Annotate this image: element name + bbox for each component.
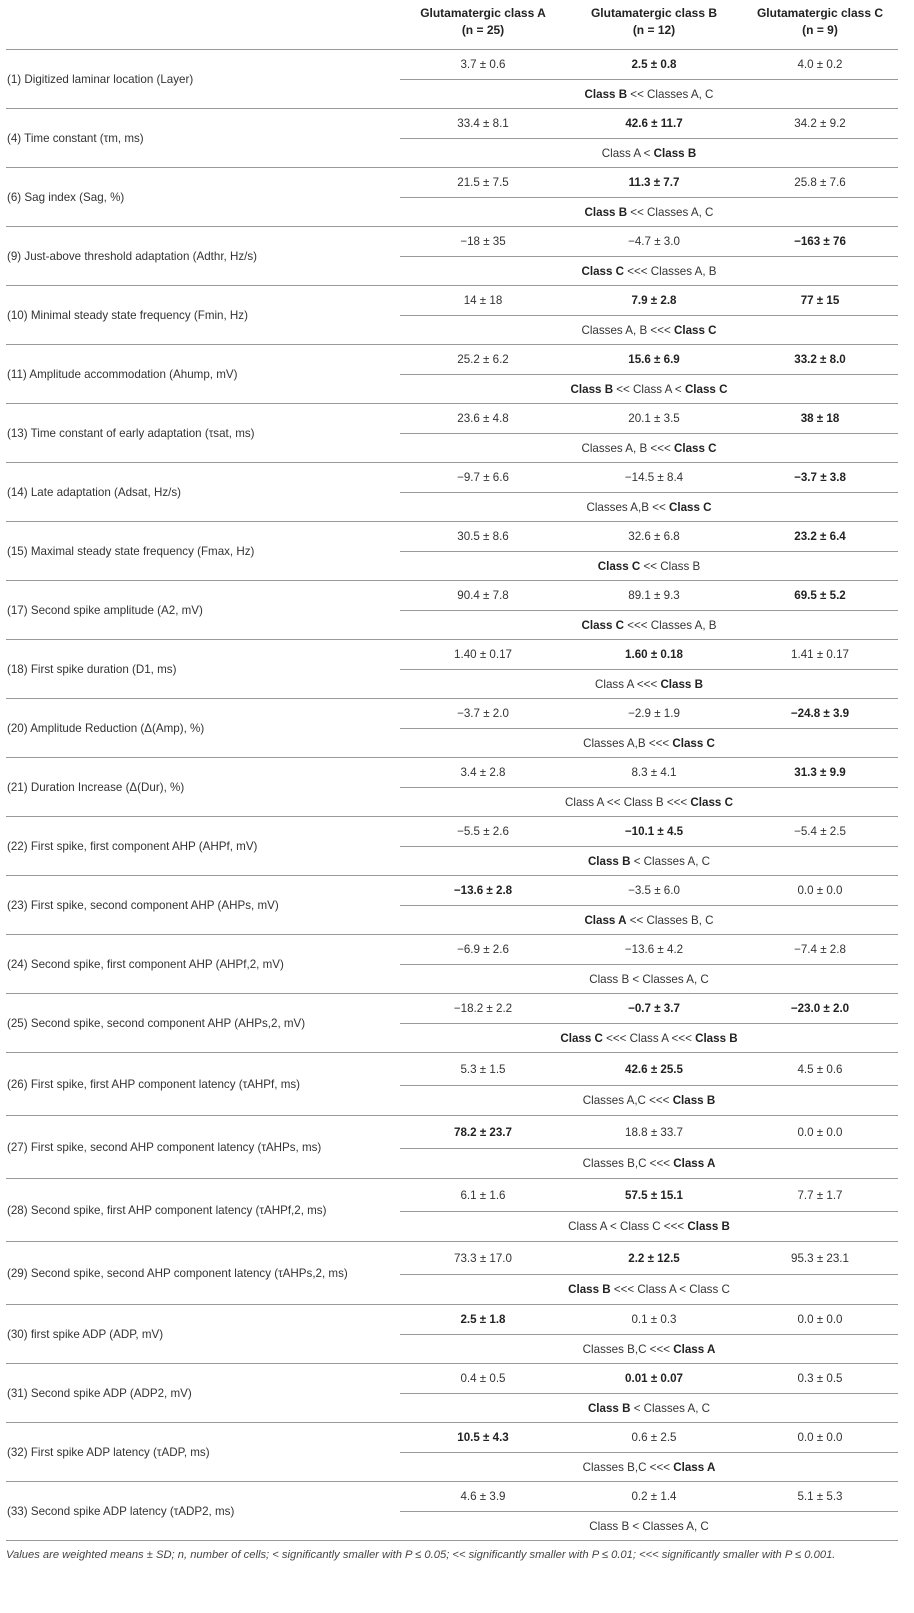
table-row (6, 876, 898, 906)
row-label: (10) Minimal steady state frequency (Fmin, Hz) (6, 286, 400, 345)
table-row (6, 1423, 898, 1453)
header-parameter (6, 0, 400, 50)
comparison-text: Class A << Class B <<< Class C (400, 788, 898, 817)
comparison-text: Class A < Class B (400, 139, 898, 168)
comparison-text: Classes A,B <<< Class C (400, 729, 898, 758)
table-row (6, 1116, 898, 1149)
value-class-c: 0.0 ± 0.0 (742, 1423, 898, 1453)
value-class-c: 4.0 ± 0.2 (742, 50, 898, 80)
value-class-a: 73.3 ± 17.0 (400, 1242, 566, 1275)
value-class-b: 11.3 ± 7.7 (566, 168, 742, 198)
comparison-text: Class B << Class A < Class C (400, 375, 898, 404)
value-class-c: 4.5 ± 0.6 (742, 1053, 898, 1086)
table-header (6, 0, 898, 50)
row-label: (25) Second spike, second component AHP (AHPs,2, mV) (6, 994, 400, 1053)
value-class-b: −13.6 ± 4.2 (566, 935, 742, 965)
comparison-text: Classes A, B <<< Class C (400, 434, 898, 463)
comparison-text: Class B < Classes A, C (400, 965, 898, 994)
row-label: (15) Maximal steady state frequency (Fmax, Hz) (6, 522, 400, 581)
value-class-c: 33.2 ± 8.0 (742, 345, 898, 375)
value-class-a: 1.40 ± 0.17 (400, 640, 566, 670)
comparison-text: Classes B,C <<< Class A (400, 1149, 898, 1179)
table-row (6, 463, 898, 493)
value-class-a: 0.4 ± 0.5 (400, 1364, 566, 1394)
header-class-c (742, 0, 898, 50)
row-label: (9) Just-above threshold adaptation (Adthr, Hz/s) (6, 227, 400, 286)
value-class-c: −23.0 ± 2.0 (742, 994, 898, 1024)
header-class-b (566, 0, 742, 50)
row-label: (33) Second spike ADP latency (τADP2, ms) (6, 1482, 400, 1541)
row-label: (1) Digitized laminar location (Layer) (6, 50, 400, 109)
value-class-c: 0.3 ± 0.5 (742, 1364, 898, 1394)
value-class-b: −2.9 ± 1.9 (566, 699, 742, 729)
value-class-c: 5.1 ± 5.3 (742, 1482, 898, 1512)
value-class-c: 77 ± 15 (742, 286, 898, 316)
value-class-a: 10.5 ± 4.3 (400, 1423, 566, 1453)
row-label: (13) Time constant of early adaptation (τsat, ms) (6, 404, 400, 463)
value-class-a: 3.7 ± 0.6 (400, 50, 566, 80)
value-class-a: 5.3 ± 1.5 (400, 1053, 566, 1086)
value-class-b: 0.2 ± 1.4 (566, 1482, 742, 1512)
value-class-b: 89.1 ± 9.3 (566, 581, 742, 611)
table-row (6, 109, 898, 139)
value-class-a: −18.2 ± 2.2 (400, 994, 566, 1024)
row-label: (24) Second spike, first component AHP (AHPf,2, mV) (6, 935, 400, 994)
value-class-c: 25.8 ± 7.6 (742, 168, 898, 198)
table-row (6, 168, 898, 198)
table-row (6, 994, 898, 1024)
comparison-text: Classes B,C <<< Class A (400, 1453, 898, 1482)
header-class-a-n: (n = 25) (461, 23, 505, 37)
comparison-text: Class A <<< Class B (400, 670, 898, 699)
value-class-b: 20.1 ± 3.5 (566, 404, 742, 434)
table-row (6, 640, 898, 670)
table-row (6, 758, 898, 788)
value-class-b: 42.6 ± 25.5 (566, 1053, 742, 1086)
row-label: (28) Second spike, first AHP component latency (τAHPf,2, ms) (6, 1179, 400, 1242)
table-row (6, 581, 898, 611)
comparison-text: Classes A,B << Class C (400, 493, 898, 522)
comparison-text: Class A << Classes B, C (400, 906, 898, 935)
value-class-b: 57.5 ± 15.1 (566, 1179, 742, 1212)
value-class-c: −5.4 ± 2.5 (742, 817, 898, 847)
value-class-b: −10.1 ± 4.5 (566, 817, 742, 847)
row-label: (11) Amplitude accommodation (Ahump, mV) (6, 345, 400, 404)
table-row (6, 1179, 898, 1212)
value-class-b: −3.5 ± 6.0 (566, 876, 742, 906)
comparison-text: Class B <<< Class A < Class C (400, 1275, 898, 1305)
header-class-a-name: Glutamatergic class A (420, 6, 546, 20)
value-class-a: 23.6 ± 4.8 (400, 404, 566, 434)
table-row (6, 1305, 898, 1335)
value-class-b: 18.8 ± 33.7 (566, 1116, 742, 1149)
value-class-b: −14.5 ± 8.4 (566, 463, 742, 493)
data-table (6, 0, 898, 1541)
table-row (6, 817, 898, 847)
table-row (6, 1053, 898, 1086)
value-class-a: 2.5 ± 1.8 (400, 1305, 566, 1335)
value-class-a: 6.1 ± 1.6 (400, 1179, 566, 1212)
header-class-b-n: (n = 12) (632, 23, 676, 37)
value-class-b: 7.9 ± 2.8 (566, 286, 742, 316)
value-class-b: 0.01 ± 0.07 (566, 1364, 742, 1394)
value-class-c: 34.2 ± 9.2 (742, 109, 898, 139)
table-row (6, 522, 898, 552)
row-label: (23) First spike, second component AHP (AHPs, mV) (6, 876, 400, 935)
row-label: (21) Duration Increase (Δ(Dur), %) (6, 758, 400, 817)
comparison-text: Class B << Classes A, C (400, 80, 898, 109)
comparison-text: Class B < Classes A, C (400, 1394, 898, 1423)
comparison-text: Class B << Classes A, C (400, 198, 898, 227)
value-class-b: 1.60 ± 0.18 (566, 640, 742, 670)
value-class-b: 32.6 ± 6.8 (566, 522, 742, 552)
table-row (6, 404, 898, 434)
row-label: (30) first spike ADP (ADP, mV) (6, 1305, 400, 1364)
table-footnote: Values are weighted means ± SD; n, number of cells; < significantly smaller with P ≤ 0.05; << significantly smaller with P ≤ 0.01; <<< significantly smaller with P ≤ 0.001. (6, 1549, 836, 1561)
value-class-b: 2.2 ± 12.5 (566, 1242, 742, 1275)
comparison-text: Class A < Class C <<< Class B (400, 1212, 898, 1242)
value-class-a: −9.7 ± 6.6 (400, 463, 566, 493)
row-label: (22) First spike, first component AHP (AHPf, mV) (6, 817, 400, 876)
value-class-b: −4.7 ± 3.0 (566, 227, 742, 257)
table-row (6, 1242, 898, 1275)
comparison-text: Classes A, B <<< Class C (400, 316, 898, 345)
value-class-a: 90.4 ± 7.8 (400, 581, 566, 611)
row-label: (14) Late adaptation (Adsat, Hz/s) (6, 463, 400, 522)
table-row (6, 50, 898, 80)
comparison-text: Class C <<< Classes A, B (400, 257, 898, 286)
table-row (6, 227, 898, 257)
value-class-a: 14 ± 18 (400, 286, 566, 316)
value-class-c: 95.3 ± 23.1 (742, 1242, 898, 1275)
value-class-b: 42.6 ± 11.7 (566, 109, 742, 139)
value-class-b: 0.1 ± 0.3 (566, 1305, 742, 1335)
header-class-b-name: Glutamatergic class B (590, 6, 718, 20)
table-row (6, 1482, 898, 1512)
value-class-c: 38 ± 18 (742, 404, 898, 434)
comparison-text: Class B < Classes A, C (400, 1512, 898, 1541)
comparison-text: Class C << Class B (400, 552, 898, 581)
value-class-a: 30.5 ± 8.6 (400, 522, 566, 552)
value-class-c: −7.4 ± 2.8 (742, 935, 898, 965)
row-label: (31) Second spike ADP (ADP2, mV) (6, 1364, 400, 1423)
comparison-text: Class C <<< Classes A, B (400, 611, 898, 640)
row-label: (6) Sag index (Sag, %) (6, 168, 400, 227)
row-label: (18) First spike duration (D1, ms) (6, 640, 400, 699)
comparison-text: Class C <<< Class A <<< Class B (400, 1024, 898, 1053)
value-class-a: −18 ± 35 (400, 227, 566, 257)
value-class-c: 0.0 ± 0.0 (742, 876, 898, 906)
table-body (6, 50, 898, 1541)
value-class-c: 7.7 ± 1.7 (742, 1179, 898, 1212)
header-class-a (400, 0, 566, 50)
header-class-c-name: Glutamatergic class C (756, 6, 884, 20)
value-class-c: 23.2 ± 6.4 (742, 522, 898, 552)
value-class-a: 21.5 ± 7.5 (400, 168, 566, 198)
value-class-c: 0.0 ± 0.0 (742, 1305, 898, 1335)
table-row (6, 935, 898, 965)
table-row (6, 699, 898, 729)
row-label: (29) Second spike, second AHP component latency (τAHPs,2, ms) (6, 1242, 400, 1305)
value-class-b: 15.6 ± 6.9 (566, 345, 742, 375)
value-class-c: −24.8 ± 3.9 (742, 699, 898, 729)
value-class-c: −3.7 ± 3.8 (742, 463, 898, 493)
value-class-a: −3.7 ± 2.0 (400, 699, 566, 729)
value-class-a: 33.4 ± 8.1 (400, 109, 566, 139)
row-label: (17) Second spike amplitude (A2, mV) (6, 581, 400, 640)
value-class-c: 0.0 ± 0.0 (742, 1116, 898, 1149)
table-row (6, 286, 898, 316)
value-class-a: −6.9 ± 2.6 (400, 935, 566, 965)
table-row (6, 345, 898, 375)
value-class-a: 3.4 ± 2.8 (400, 758, 566, 788)
row-label: (20) Amplitude Reduction (Δ(Amp), %) (6, 699, 400, 758)
value-class-b: 0.6 ± 2.5 (566, 1423, 742, 1453)
value-class-b: 2.5 ± 0.8 (566, 50, 742, 80)
value-class-a: −5.5 ± 2.6 (400, 817, 566, 847)
value-class-c: 1.41 ± 0.17 (742, 640, 898, 670)
row-label: (4) Time constant (τm, ms) (6, 109, 400, 168)
value-class-c: −163 ± 76 (742, 227, 898, 257)
header-class-c-n: (n = 9) (802, 23, 838, 37)
value-class-a: 25.2 ± 6.2 (400, 345, 566, 375)
value-class-a: 4.6 ± 3.9 (400, 1482, 566, 1512)
table-row (6, 1364, 898, 1394)
value-class-a: −13.6 ± 2.8 (400, 876, 566, 906)
value-class-b: 8.3 ± 4.1 (566, 758, 742, 788)
value-class-c: 69.5 ± 5.2 (742, 581, 898, 611)
comparison-text: Class B < Classes A, C (400, 847, 898, 876)
table-container (6, 0, 906, 1564)
value-class-a: 78.2 ± 23.7 (400, 1116, 566, 1149)
comparison-text: Classes B,C <<< Class A (400, 1335, 898, 1364)
row-label: (27) First spike, second AHP component latency (τAHPs, ms) (6, 1116, 400, 1179)
row-label: (26) First spike, first AHP component latency (τAHPf, ms) (6, 1053, 400, 1116)
row-label: (32) First spike ADP latency (τADP, ms) (6, 1423, 400, 1482)
comparison-text: Classes A,C <<< Class B (400, 1086, 898, 1116)
value-class-c: 31.3 ± 9.9 (742, 758, 898, 788)
value-class-b: −0.7 ± 3.7 (566, 994, 742, 1024)
